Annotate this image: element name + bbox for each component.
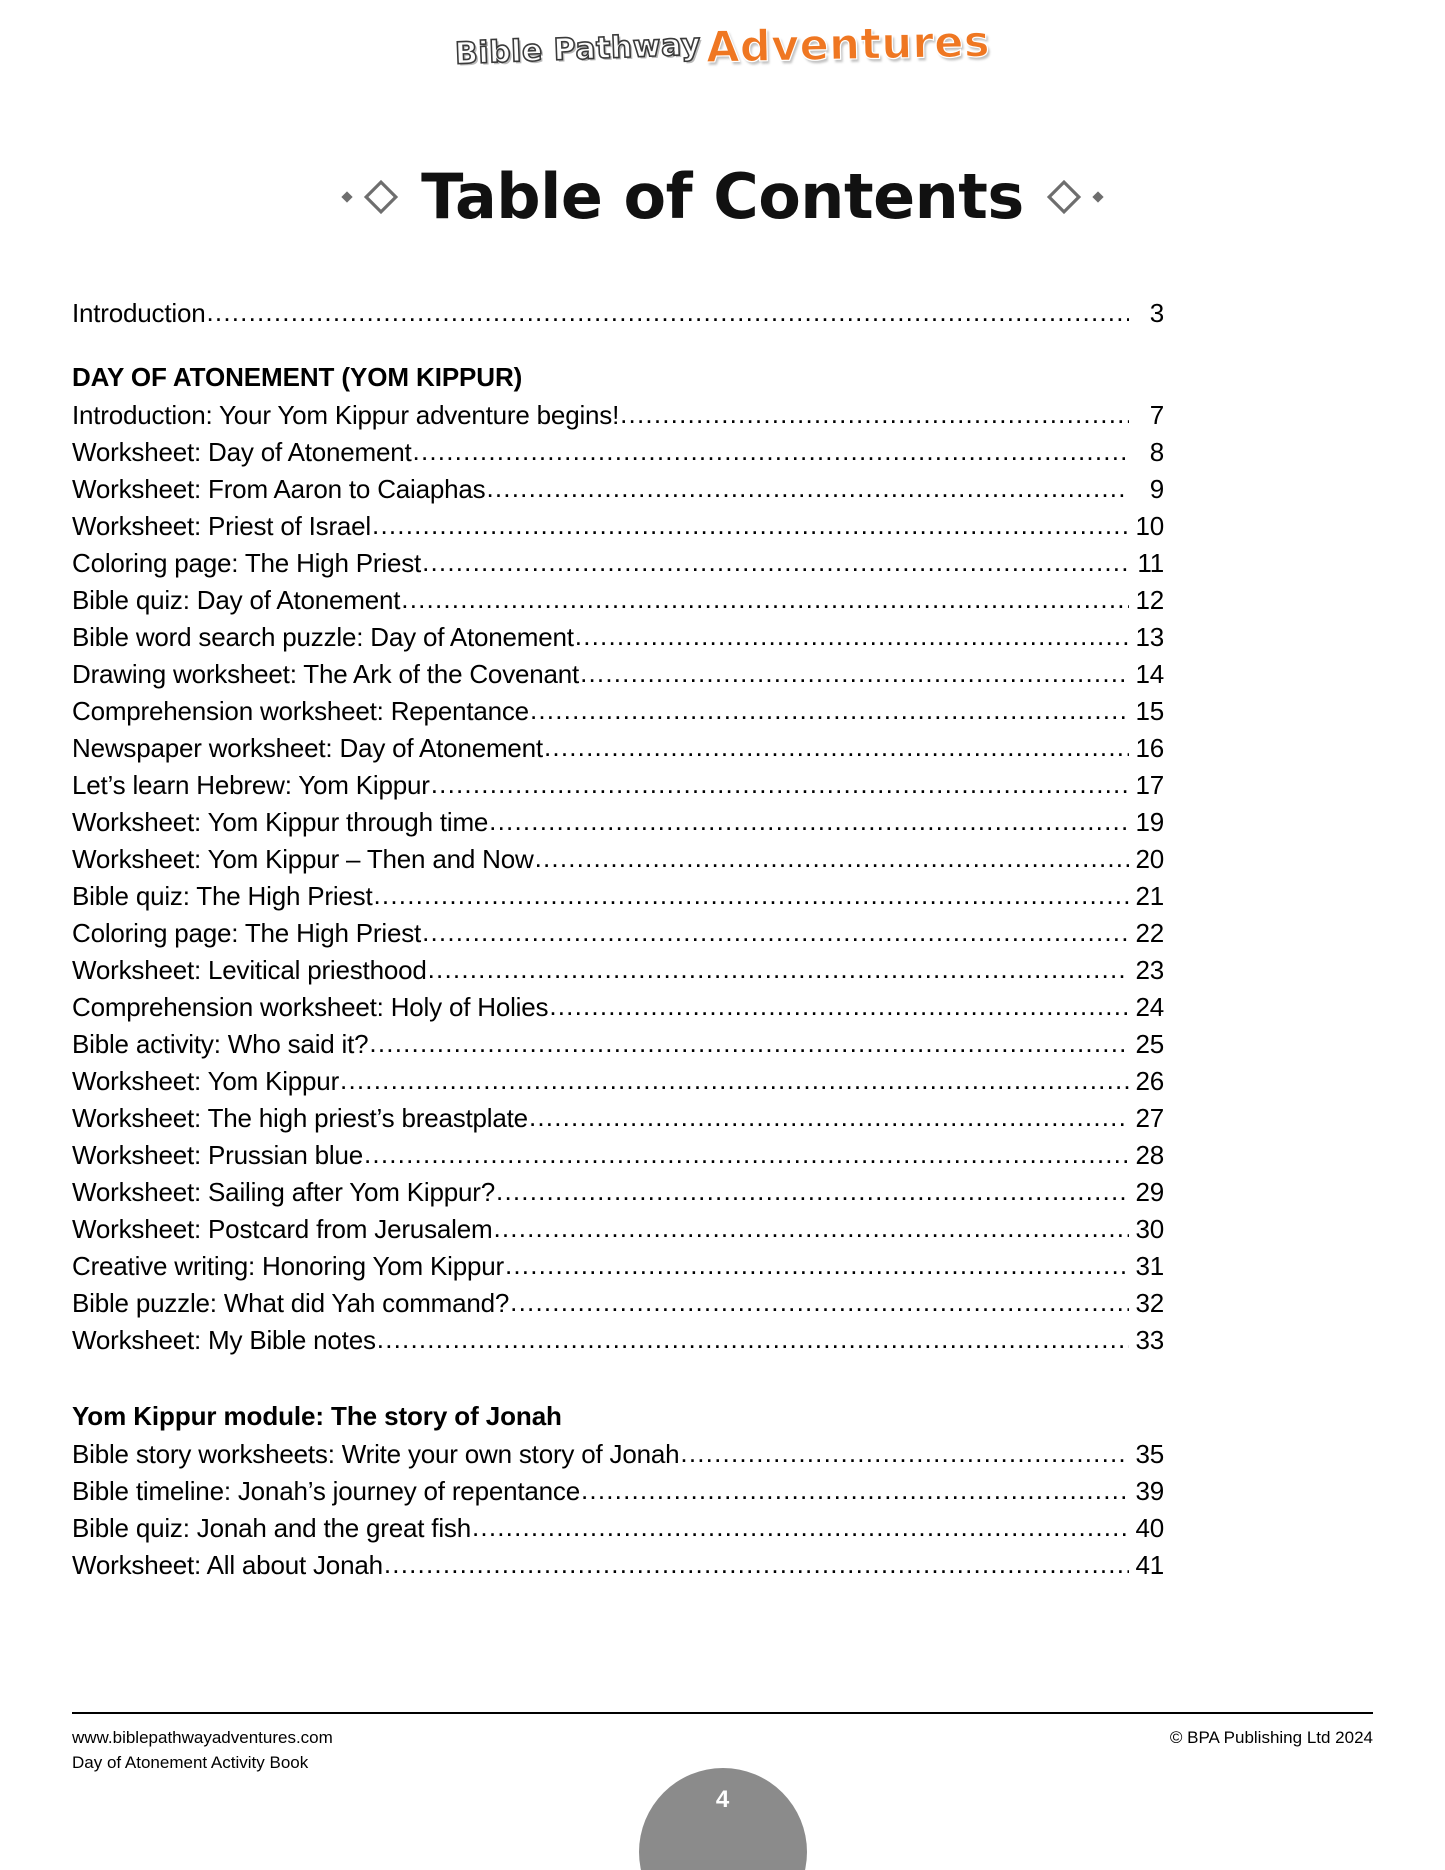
toc-entry-label: Creative writing: Honoring Yom Kippur <box>72 1251 504 1281</box>
toc-entry[interactable] <box>72 476 1164 502</box>
toc-dot-leader <box>364 1141 1129 1167</box>
toc-dot-leader <box>620 401 1129 427</box>
footer-book-title: Day of Atonement Activity Book <box>72 1752 309 1772</box>
toc-page-number: 41 <box>1135 1550 1164 1580</box>
diamond-ornament-left <box>338 179 399 215</box>
toc-entry[interactable] <box>72 1552 1164 1578</box>
toc-dot-leader <box>486 475 1129 501</box>
toc-dot-leader <box>372 512 1129 538</box>
toc-entry-label: Bible word search puzzle: Day of Atonement <box>72 622 574 652</box>
toc-page-number: 30 <box>1135 1214 1164 1244</box>
toc-entry[interactable] <box>72 624 1164 650</box>
toc-dot-leader <box>580 660 1129 686</box>
toc-page-number: 33 <box>1135 1325 1164 1355</box>
toc-entry[interactable] <box>72 772 1164 798</box>
footer-right-block <box>1170 1726 1373 1751</box>
toc-dot-leader <box>428 956 1129 982</box>
logo-line-adventures: Adventures <box>705 17 991 73</box>
toc-entry-label: Worksheet: From Aaron to Caiaphas <box>72 474 486 504</box>
toc-entry[interactable] <box>72 1515 1164 1541</box>
toc-entry-label: Comprehension worksheet: Holy of Holies <box>72 992 549 1022</box>
toc-page-number: 7 <box>1149 400 1164 430</box>
toc-page-number: 24 <box>1135 992 1164 1022</box>
toc-dot-leader <box>575 623 1129 649</box>
toc-dot-leader <box>206 299 1129 325</box>
toc-dot-leader <box>422 919 1129 945</box>
page-number-badge: 4 <box>639 1768 807 1870</box>
toc-page-number: 28 <box>1135 1140 1164 1170</box>
toc-dot-leader <box>529 1104 1129 1130</box>
toc-page-number: 16 <box>1135 733 1164 763</box>
toc-dot-leader <box>505 1252 1129 1278</box>
toc-page-number: 31 <box>1135 1251 1164 1281</box>
toc-entry[interactable] <box>72 957 1164 983</box>
toc-dot-leader <box>401 586 1129 612</box>
toc-dot-leader <box>544 734 1129 760</box>
toc-entry[interactable] <box>72 587 1164 613</box>
toc-entry-label: Worksheet: My Bible notes <box>72 1325 376 1355</box>
toc-entry-label: Introduction <box>72 298 206 328</box>
toc-entry[interactable] <box>72 846 1164 872</box>
footer-divider <box>72 1712 1373 1714</box>
logo-line-bible-pathway: Bible Pathway <box>454 27 702 72</box>
toc-entry-label: Worksheet: Yom Kippur <box>72 1066 340 1096</box>
toc-entry-label: Worksheet: Yom Kippur – Then and Now <box>72 844 534 874</box>
small-diamond-icon <box>338 188 356 206</box>
toc-entry[interactable] <box>72 550 1164 576</box>
toc-section-heading: DAY OF ATONEMENT (YOM KIPPUR) <box>72 362 523 392</box>
toc-dot-leader <box>472 1514 1129 1540</box>
toc-entry[interactable] <box>72 1068 1164 1094</box>
toc-entry[interactable] <box>72 994 1164 1020</box>
toc-entry-label: Coloring page: The High Priest <box>72 548 422 578</box>
toc-entry-label: Introduction: Your Yom Kippur adventure begins! <box>72 400 620 430</box>
toc-entry-label: Bible puzzle: What did Yah command? <box>72 1288 510 1318</box>
toc-dot-leader <box>549 993 1129 1019</box>
toc-entry-label: Worksheet: Prussian blue <box>72 1140 363 1170</box>
toc-page-number: 11 <box>1137 548 1164 578</box>
toc-dot-leader <box>530 697 1129 723</box>
toc-entry[interactable] <box>72 920 1164 946</box>
toc-dot-leader <box>377 1326 1129 1352</box>
toc-dot-leader <box>431 771 1129 797</box>
toc-dot-leader <box>384 1551 1129 1577</box>
toc-entry[interactable] <box>72 809 1164 835</box>
toc-section-heading: Yom Kippur module: The story of Jonah <box>72 1401 562 1431</box>
toc-entry[interactable] <box>72 513 1164 539</box>
toc-entry-label: Worksheet: Day of Atonement <box>72 437 412 467</box>
toc-entry-label: Worksheet: All about Jonah <box>72 1550 383 1580</box>
toc-entry-label: Comprehension worksheet: Repentance <box>72 696 529 726</box>
toc-dot-leader <box>489 808 1129 834</box>
toc-page-number: 14 <box>1135 659 1164 689</box>
toc-entry[interactable] <box>72 1142 1164 1168</box>
toc-page-number: 20 <box>1135 844 1164 874</box>
toc-dot-leader <box>680 1440 1129 1466</box>
footer-website[interactable]: www.biblepathwayadventures.com <box>72 1728 333 1747</box>
toc-page-number: 21 <box>1135 881 1164 911</box>
toc-dot-leader <box>413 438 1129 464</box>
toc-page-number: 27 <box>1135 1103 1164 1133</box>
toc-page-number: 35 <box>1135 1439 1164 1469</box>
toc-entry[interactable] <box>72 1290 1164 1316</box>
toc-entry-label: Worksheet: Levitical priesthood <box>72 955 427 985</box>
toc-entry-label: Bible quiz: Jonah and the great fish <box>72 1513 471 1543</box>
toc-page-number: 13 <box>1135 622 1164 652</box>
toc-page-number: 15 <box>1135 696 1164 726</box>
toc-dot-leader <box>581 1477 1129 1503</box>
toc-entry-label: Bible quiz: The High Priest <box>72 881 373 911</box>
toc-entry[interactable] <box>72 1478 1164 1504</box>
toc-entry[interactable] <box>72 1253 1164 1279</box>
toc-entry[interactable] <box>72 300 1164 326</box>
toc-page-number: 19 <box>1135 807 1164 837</box>
toc-page-number: 3 <box>1149 298 1164 328</box>
toc-entry-label: Worksheet: Priest of Israel <box>72 511 372 541</box>
toc-page-number: 29 <box>1135 1177 1164 1207</box>
toc-entry-label: Worksheet: Sailing after Yom Kippur? <box>72 1177 496 1207</box>
toc-entry-label: Bible activity: Who said it? <box>72 1029 369 1059</box>
toc-page-number: 22 <box>1135 918 1164 948</box>
toc-page-number: 39 <box>1135 1476 1164 1506</box>
toc-entry-label: Bible timeline: Jonah’s journey of repentance <box>72 1476 580 1506</box>
toc-page-number: 12 <box>1135 585 1164 615</box>
toc-entry[interactable] <box>72 1441 1164 1467</box>
toc-page-number: 32 <box>1135 1288 1164 1318</box>
toc-entry-label: Drawing worksheet: The Ark of the Covenant <box>72 659 580 689</box>
toc-entry[interactable] <box>72 439 1164 465</box>
toc-page-number: 40 <box>1135 1513 1164 1543</box>
table-of-contents-list <box>72 300 1164 1589</box>
toc-page-number: 10 <box>1135 511 1164 541</box>
toc-entry-label: Worksheet: Postcard from Jerusalem <box>72 1214 493 1244</box>
bible-pathway-adventures-logo <box>0 17 1445 73</box>
toc-page-number: 17 <box>1135 770 1164 800</box>
toc-page-number: 26 <box>1135 1066 1164 1096</box>
toc-entry[interactable] <box>72 883 1164 909</box>
toc-entry-label: Bible quiz: Day of Atonement <box>72 585 401 615</box>
toc-entry[interactable] <box>72 1031 1164 1057</box>
toc-entry-label: Worksheet: Yom Kippur through time <box>72 807 489 837</box>
toc-entry[interactable] <box>72 1327 1164 1353</box>
toc-entry[interactable] <box>72 735 1164 761</box>
toc-page-number: 25 <box>1135 1029 1164 1059</box>
large-diamond-outline-icon <box>363 179 399 215</box>
large-diamond-outline-icon <box>1046 179 1082 215</box>
toc-dot-leader <box>369 1030 1129 1056</box>
footer-left-block <box>72 1726 333 1775</box>
toc-entry[interactable] <box>72 402 1164 428</box>
toc-entry[interactable] <box>72 661 1164 687</box>
toc-entry[interactable] <box>72 1179 1164 1205</box>
diamond-ornament-right <box>1046 179 1107 215</box>
toc-page-number: 9 <box>1149 474 1164 504</box>
toc-entry-label: Coloring page: The High Priest <box>72 918 422 948</box>
toc-entry-label: Let’s learn Hebrew: Yom Kippur <box>72 770 430 800</box>
toc-dot-leader <box>422 549 1129 575</box>
toc-entry-label: Worksheet: The high priest’s breastplate <box>72 1103 528 1133</box>
toc-dot-leader <box>496 1178 1129 1204</box>
page-title-row <box>0 160 1445 233</box>
toc-entry-label: Newspaper worksheet: Day of Atonement <box>72 733 543 763</box>
toc-dot-leader <box>374 882 1130 908</box>
toc-entry[interactable] <box>72 1105 1164 1131</box>
toc-dot-leader <box>535 845 1129 871</box>
toc-dot-leader <box>510 1289 1129 1315</box>
toc-entry[interactable] <box>72 1216 1164 1242</box>
small-diamond-icon <box>1089 188 1107 206</box>
toc-entry-label: Bible story worksheets: Write your own story of Jonah <box>72 1439 680 1469</box>
toc-entry[interactable] <box>72 698 1164 724</box>
toc-dot-leader <box>340 1067 1129 1093</box>
toc-page-number: 23 <box>1135 955 1164 985</box>
footer-copyright: © BPA Publishing Ltd 2024 <box>1169 1728 1373 1747</box>
toc-dot-leader <box>493 1215 1129 1241</box>
page-title: Table of Contents <box>421 160 1024 233</box>
toc-page-number: 8 <box>1149 437 1164 467</box>
